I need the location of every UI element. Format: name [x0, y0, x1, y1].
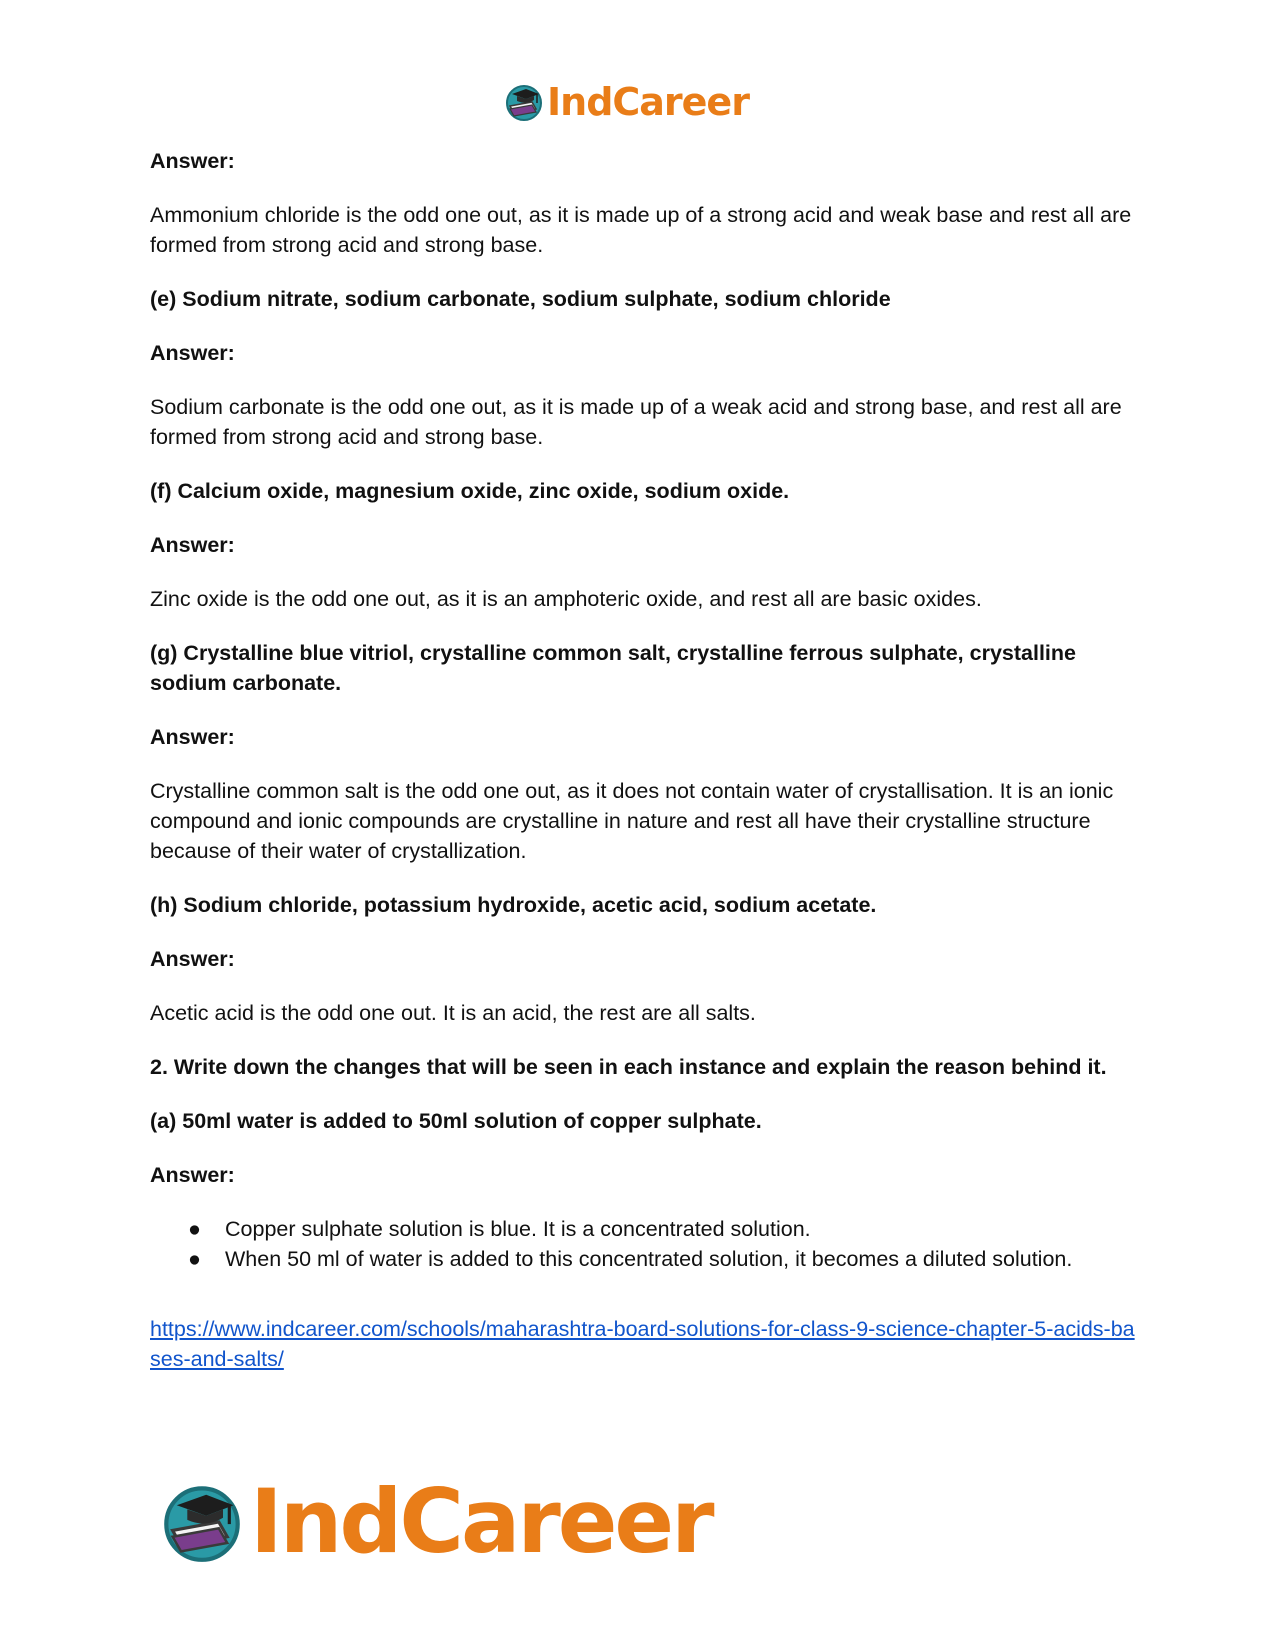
question-2-heading: 2. Write down the changes that will be seen in each instance and explain the reason behind it. [150, 1055, 1107, 1079]
question-2a: (a) 50ml water is added to 50ml solution of copper sulphate. [150, 1109, 762, 1133]
list-item [150, 1244, 1140, 1274]
question-e: (e) Sodium nitrate, sodium carbonate, sodium sulphate, sodium chloride [150, 287, 891, 311]
bullet-text: When 50 ml of water is added to this concentrated solution, it becomes a diluted solution. [225, 1247, 1073, 1271]
bullet-icon: ● [188, 1217, 201, 1241]
bullet-text: Copper sulphate solution is blue. It is a concentrated solution. [225, 1217, 811, 1241]
answer-text-d: Ammonium chloride is the odd one out, as it is made up of a strong acid and weak base and rest all are formed from strong acid and strong base. [150, 203, 1132, 257]
brand-name: IndCareer [250, 1470, 712, 1573]
question-g: (g) Crystalline blue vitriol, crystalline common salt, crystalline ferrous sulphate, crystalline sodium carbonate. [150, 641, 1076, 695]
answer-label: Answer: [150, 725, 235, 749]
graduation-book-globe-icon [160, 1480, 244, 1564]
brand-name: IndCareer [547, 80, 749, 124]
list-item [150, 1214, 1140, 1244]
header-logo [504, 80, 749, 124]
bullet-icon: ● [188, 1247, 201, 1271]
answer-label: Answer: [150, 1163, 235, 1187]
answer-label: Answer: [150, 533, 235, 557]
document-body [150, 146, 1140, 1374]
answer-bullet-list [150, 1214, 1140, 1274]
answer-text-e: Sodium carbonate is the odd one out, as it is made up of a weak acid and strong base, and rest all are formed from strong acid and strong base. [150, 395, 1122, 449]
answer-text-h: Acetic acid is the odd one out. It is an acid, the rest are all salts. [150, 1001, 756, 1025]
question-h: (h) Sodium chloride, potassium hydroxide, acetic acid, sodium acetate. [150, 893, 877, 917]
answer-label: Answer: [150, 947, 235, 971]
answer-label: Answer: [150, 149, 235, 173]
answer-label: Answer: [150, 341, 235, 365]
graduation-book-globe-icon [504, 82, 544, 122]
answer-text-g: Crystalline common salt is the odd one out, as it does not contain water of crystallisation. It is an ionic compound and ionic compounds are crystalline in nature and rest all have their crystalline structure because of their water of crystallization. [150, 779, 1114, 863]
footer-logo [160, 1470, 712, 1573]
source-url-link[interactable]: https://www.indcareer.com/schools/maharashtra-board-solutions-for-class-9-science-chapter-5-acids-bases-and-salts/ [150, 1317, 1135, 1371]
answer-text-f: Zinc oxide is the odd one out, as it is an amphoteric oxide, and rest all are basic oxides. [150, 587, 982, 611]
question-f: (f) Calcium oxide, magnesium oxide, zinc oxide, sodium oxide. [150, 479, 790, 503]
